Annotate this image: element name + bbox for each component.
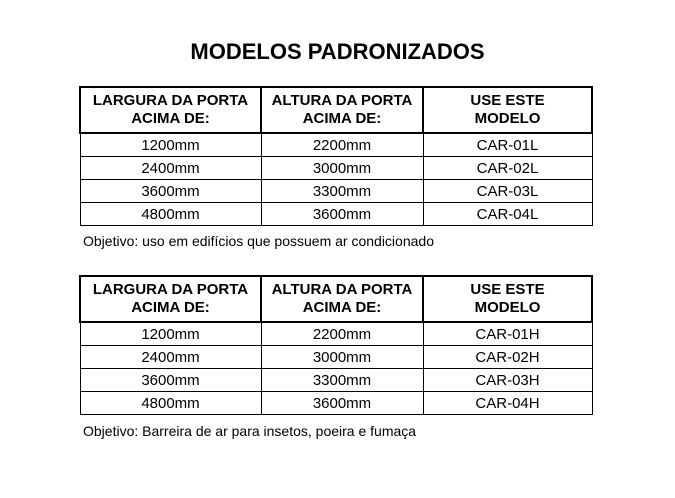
cell-width: 2400mm <box>80 157 261 180</box>
header-line: USE ESTE <box>470 281 545 298</box>
cell-width: 3600mm <box>80 369 261 392</box>
header-line: ACIMA DE: <box>302 110 382 127</box>
cell-model: CAR-03H <box>423 369 592 392</box>
header-door-height <box>261 276 423 322</box>
cell-height: 3600mm <box>261 392 423 415</box>
header-line: ACIMA DE: <box>131 299 210 316</box>
cell-height: 3000mm <box>261 157 423 180</box>
header-door-height <box>261 87 423 133</box>
header-line: MODELO <box>474 110 541 127</box>
header-line: USE ESTE <box>470 92 545 109</box>
header-door-width <box>80 276 261 322</box>
table-header-row <box>80 276 592 322</box>
models-table-h <box>79 275 593 415</box>
cell-width: 1200mm <box>80 133 261 157</box>
cell-width: 2400mm <box>80 346 261 369</box>
header-line: ACIMA DE: <box>302 299 382 316</box>
header-line: ALTURA DA PORTA <box>271 281 413 298</box>
table-row <box>80 369 592 392</box>
models-table-l <box>79 86 593 226</box>
header-line: ALTURA DA PORTA <box>271 92 413 109</box>
table-row <box>80 392 592 415</box>
header-model <box>423 276 592 322</box>
header-model <box>423 87 592 133</box>
cell-height: 2200mm <box>261 322 423 346</box>
cell-height: 3300mm <box>261 180 423 203</box>
cell-model: CAR-04H <box>423 392 592 415</box>
cell-width: 1200mm <box>80 322 261 346</box>
page-title: MODELOS PADRONIZADOS <box>190 39 485 64</box>
header-line: LARGURA DA PORTA <box>92 92 249 109</box>
cell-width: 3600mm <box>80 180 261 203</box>
cell-model: CAR-02L <box>423 157 592 180</box>
table-row <box>80 180 592 203</box>
table-row <box>80 133 592 157</box>
cell-model: CAR-04L <box>423 203 592 226</box>
header-door-width <box>80 87 261 133</box>
cell-height: 3300mm <box>261 369 423 392</box>
header-line: ACIMA DE: <box>131 110 210 127</box>
cell-model: CAR-02H <box>423 346 592 369</box>
cell-model: CAR-01H <box>423 322 592 346</box>
cell-width: 4800mm <box>80 203 261 226</box>
table-row <box>80 346 592 369</box>
table-row <box>80 203 592 226</box>
table-header-row <box>80 87 592 133</box>
cell-height: 3600mm <box>261 203 423 226</box>
table-row <box>80 157 592 180</box>
header-line: MODELO <box>474 299 541 316</box>
objective-note: Objetivo: Barreira de ar para insetos, poeira e fumaça <box>83 423 417 439</box>
cell-model: CAR-01L <box>423 133 592 157</box>
cell-height: 3000mm <box>261 346 423 369</box>
objective-note: Objetivo: uso em edifícios que possuem ar condicionado <box>83 233 434 249</box>
cell-height: 2200mm <box>261 133 423 157</box>
cell-width: 4800mm <box>80 392 261 415</box>
header-line: LARGURA DA PORTA <box>92 281 249 298</box>
cell-model: CAR-03L <box>423 180 592 203</box>
table-row <box>80 322 592 346</box>
